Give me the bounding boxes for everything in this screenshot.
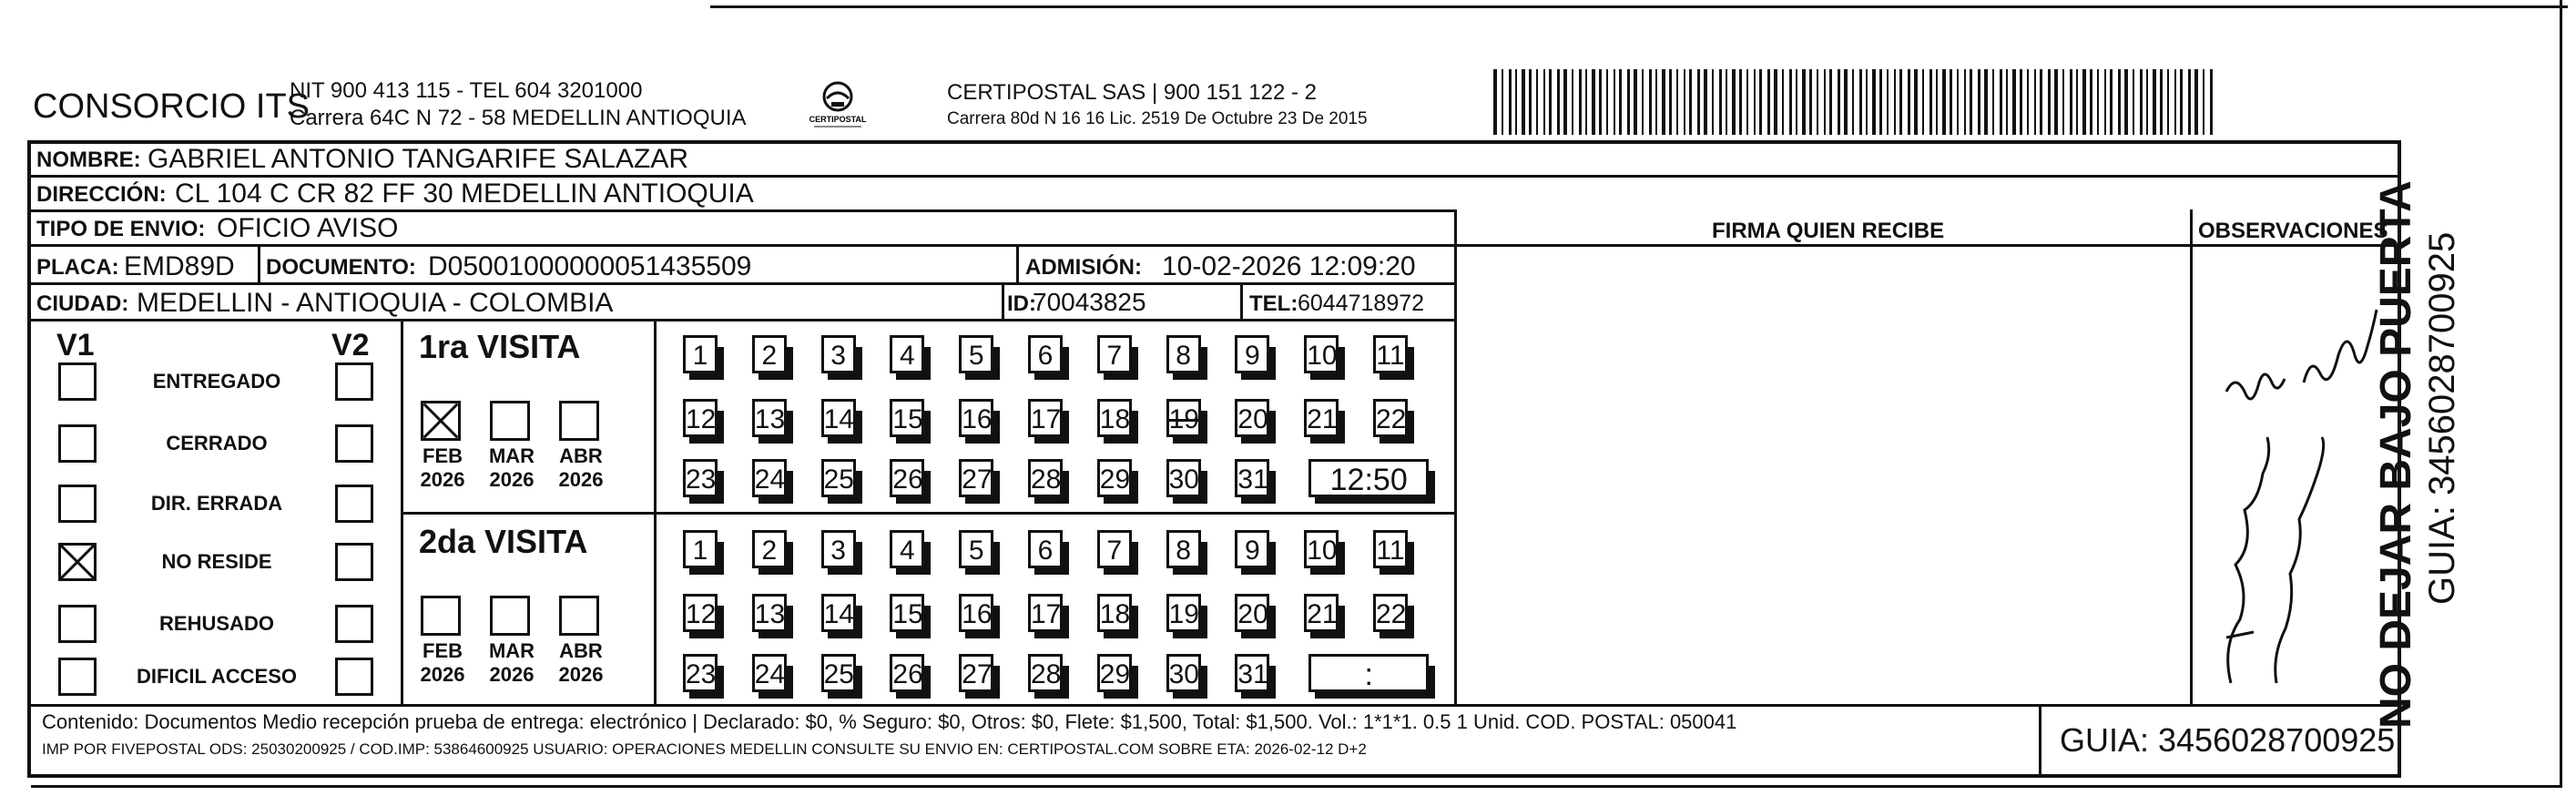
v1-checkbox[interactable] [58,543,97,581]
day-cell[interactable]: 17 [1028,399,1063,437]
barcode-bar [1634,69,1637,135]
barcode-bar [1929,69,1932,135]
day-cell[interactable]: 7 [1097,335,1132,373]
barcode-bar [2012,69,2016,135]
day-cell[interactable]: 23 [683,654,718,692]
v2-checkbox[interactable] [335,658,373,696]
id-value: 70043825 [1033,288,1146,316]
barcode-bar [2188,69,2191,135]
day-cell[interactable]: 31 [1235,654,1269,692]
barcode-bar [1887,69,1889,135]
v2-checkbox[interactable] [335,485,373,523]
barcode-bar [1614,69,1615,135]
time-field[interactable]: 12:50 [1308,459,1429,497]
placa-label: PLACA: [36,255,119,280]
barcode-bar [1950,69,1952,135]
day-cell[interactable]: 7 [1097,530,1132,568]
barcode-bar [1684,69,1685,135]
barcode-bar [1579,69,1582,135]
barcode-bar [1572,69,1573,135]
barcode-bar [1529,69,1532,135]
month-label: ABR [559,639,603,662]
barcode-bar [2203,69,2204,135]
barcode-bar [1676,69,1678,135]
day-cell[interactable]: 25 [821,654,856,692]
barcode-bar [2062,69,2064,135]
day-cell[interactable]: 14 [821,399,856,437]
tipo-envio-value: OFICIO AVISO [217,213,399,243]
barcode-bar [1992,69,1994,135]
barcode-bar [1719,69,1722,135]
day-cell[interactable]: 8 [1166,530,1201,568]
barcode-bar [1829,69,1832,135]
tipo-envio-label: TIPO DE ENVIO: [36,217,206,241]
barcode-bar [1964,69,1966,135]
barcode-bar [2180,69,2183,135]
barcode-bar [2174,69,2176,135]
month-label: MAR [488,639,535,662]
day-cell[interactable]: 30 [1166,459,1201,497]
day-cell[interactable]: 15 [890,594,924,632]
v1-label: V1 [56,328,95,362]
company-nit: NIT 900 413 115 - TEL 604 3201000 [290,78,643,103]
time-field[interactable]: : [1308,654,1429,692]
placa-value: EMD89D [124,251,235,281]
barcode-bar [2110,69,2113,135]
day-cell[interactable]: 16 [959,399,993,437]
day-cell[interactable]: 28 [1028,654,1063,692]
carrier-info: CERTIPOSTAL SAS | 900 151 122 - 2 [947,80,1317,105]
barcode-bar [1817,69,1818,135]
month-year: 2026 [489,468,535,491]
barcode-bar [1838,69,1840,135]
v2-checkbox[interactable] [335,543,373,581]
barcode-bar [2090,69,2092,135]
month-checkbox[interactable] [421,401,461,441]
day-cell[interactable]: 31 [1235,459,1269,497]
nombre-value: GABRIEL ANTONIO TANGARIFE SALAZAR [148,144,689,174]
barcode-bar [1515,69,1517,135]
status-label: DIFICIL ACCESO [136,665,297,688]
barcode-bar [1697,69,1700,135]
v1-checkbox[interactable] [58,485,97,523]
barcode-bar [1509,69,1512,135]
barcode-bar [1726,69,1727,135]
v2-label: V2 [331,328,370,362]
day-cell[interactable]: 11 [1373,335,1408,373]
barcode-bar [2048,69,2051,135]
day-cell[interactable]: 5 [959,335,993,373]
day-cell[interactable]: 9 [1235,530,1269,568]
nombre-label: NOMBRE: [36,148,141,172]
barcode-bar [1619,69,1622,135]
barcode-bar [1739,69,1742,135]
barcode-bar [1746,69,1748,135]
month-label: FEB [423,444,463,467]
status-label: ENTREGADO [152,370,281,393]
barcode-bar [2020,69,2022,135]
barcode-bar [1796,69,1797,135]
barcode-bar [2104,69,2106,135]
day-cell[interactable]: 21 [1304,399,1339,437]
barcode-bar [1824,69,1826,135]
v1-checkbox[interactable] [58,605,97,643]
barcode-bar [1543,69,1545,135]
status-label: REHUSADO [159,612,274,635]
day-cell[interactable]: 4 [890,335,924,373]
month-checkbox[interactable] [559,596,599,636]
svg-text:CERTIPOSTAL: CERTIPOSTAL [809,115,867,124]
barcode-bar [1809,69,1812,135]
day-cell[interactable]: 5 [959,530,993,568]
day-cell[interactable]: 18 [1097,594,1132,632]
barcode-bar [2000,69,2002,135]
barcode-bar [1922,69,1924,135]
barcode-bar [2210,69,2213,135]
carrier-address: Carrera 80d N 16 16 Lic. 2519 De Octubre 23 De 2015 [947,109,1368,128]
barcode-bar [1774,69,1777,135]
v2-checkbox[interactable] [335,424,373,463]
day-cell[interactable]: 29 [1097,459,1132,497]
day-cell[interactable]: 8 [1166,335,1201,373]
month-year: 2026 [420,663,465,686]
barcode-bar [1978,69,1980,135]
barcode-bar [1549,69,1552,135]
day-cell[interactable]: 22 [1373,594,1408,632]
day-cell[interactable]: 24 [752,654,787,692]
barcode-bar [1872,69,1876,135]
v1-checkbox[interactable] [58,424,97,463]
v1-checkbox[interactable] [58,658,97,696]
day-cell[interactable]: 29 [1097,654,1132,692]
barcode-bar [1493,69,1497,135]
direccion-label: DIRECCIÓN: [36,182,167,207]
ciudad-label: CIUDAD: [36,291,129,316]
month-checkbox[interactable] [559,401,599,441]
barcode-bar [1802,69,1806,135]
barcode-bar [1606,69,1608,135]
v2-checkbox[interactable] [335,605,373,643]
barcode-bar [1649,69,1652,135]
status-label: CERRADO [166,432,268,454]
ciudad-value: MEDELLIN - ANTIOQUIA - COLOMBIA [137,288,614,318]
day-cell[interactable]: 3 [821,335,856,373]
tel-value: 6044718972 [1298,291,1425,316]
day-cell[interactable]: 16 [959,594,993,632]
day-cell[interactable]: 17 [1028,594,1063,632]
barcode-bar [2006,69,2008,135]
day-cell[interactable]: 20 [1235,399,1269,437]
day-cell[interactable]: 18 [1097,399,1132,437]
barcode-bar [1627,69,1630,135]
barcode-bar [2070,69,2072,135]
day-cell[interactable]: 10 [1304,530,1339,568]
day-cell[interactable]: 1 [683,530,718,568]
barcode-bar [2027,69,2029,135]
barcode-bar [1914,69,1918,135]
barcode-bar [1536,69,1538,135]
day-cell[interactable]: 13 [752,399,787,437]
day-cell[interactable]: 19 [1166,399,1201,437]
barcode-bar [1984,69,1988,135]
barcode-bar [2040,69,2042,135]
day-cell[interactable]: 23 [683,459,718,497]
day-cell[interactable]: 1 [683,335,718,373]
day-cell[interactable]: 30 [1166,654,1201,692]
barcode-bar [2034,69,2036,135]
barcode-bar [2118,69,2121,135]
barcode-bar [1899,69,1902,135]
direccion-value: CL 104 C CR 82 FF 30 MEDELLIN ANTIOQUIA [175,179,754,209]
day-cell[interactable]: 2 [752,335,787,373]
barcode-bar [2194,69,2198,135]
month-year: 2026 [420,468,465,491]
barcode-bar [1599,69,1602,135]
barcode-bar [1866,69,1868,135]
month-label: ABR [559,444,603,467]
barcode-bar [2082,69,2086,135]
barcode-bar [2160,69,2163,135]
day-cell[interactable]: 14 [821,594,856,632]
v2-checkbox[interactable] [335,362,373,401]
barcode-bar [1936,69,1938,135]
barcode-bar [2054,69,2058,135]
tel-label: TEL: [1249,291,1298,316]
barcode-bar [1585,69,1587,135]
month-checkbox[interactable] [490,596,530,636]
company-address: Carrera 64C N 72 - 58 MEDELLIN ANTIOQUIA [290,106,747,130]
day-cell[interactable]: 4 [890,530,924,568]
side-guia: GUIA: 3456028700925 [2422,231,2462,605]
day-cell[interactable]: 6 [1028,335,1063,373]
status-label: DIR. ERRADA [150,492,283,515]
day-cell[interactable]: 26 [890,654,924,692]
barcode-bar [2146,69,2148,135]
barcode-bar [1754,69,1756,135]
barcode-bar [1563,69,1567,135]
barcode-bar [1782,69,1784,135]
barcode-bar [1655,69,1657,135]
barcode-bar [1894,69,1896,135]
barcode [1493,69,2222,135]
footer-contenido: Contenido: Documentos Medio recepción prueba de entrega: electrónico | Declarado: $0, % Seguro: $0, Otros: $0, Flete: $1,500, Total: $1,500. Vol.: 1*1*1. 0.5 1 Unid. COD. POSTAL: 050041 [42,710,1737,733]
barcode-bar [1689,69,1692,135]
day-cell[interactable]: 27 [959,459,993,497]
day-cell[interactable]: 28 [1028,459,1063,497]
id-label: ID: [1007,291,1036,316]
barcode-bar [1592,69,1595,135]
barcode-bar [1669,69,1672,135]
barcode-bar [1970,69,1972,135]
handwritten-signature [2194,255,2395,701]
barcode-bar [1662,69,1665,135]
day-cell[interactable]: 15 [890,399,924,437]
barcode-bar [1522,69,1525,135]
documento-value: D05001000000051435509 [428,251,752,281]
day-cell[interactable]: 12 [683,399,718,437]
barcode-bar [2140,69,2143,135]
firma-label: FIRMA QUIEN RECIBE [1712,219,1945,243]
month-year: 2026 [558,663,604,686]
barcode-bar [1557,69,1560,135]
day-cell[interactable]: 12 [683,594,718,632]
day-cell[interactable]: 11 [1373,530,1408,568]
month-year: 2026 [558,468,604,491]
visit-title: 2da VISITA [419,523,588,560]
day-cell[interactable]: 19 [1166,594,1201,632]
month-year: 2026 [489,663,535,686]
observaciones-label: OBSERVACIONES [2198,219,2388,243]
day-cell[interactable]: 10 [1304,335,1339,373]
day-cell[interactable]: 27 [959,654,993,692]
barcode-bar [1852,69,1854,135]
day-cell[interactable]: 3 [821,530,856,568]
barcode-bar [2133,69,2134,135]
barcode-bar [1704,69,1707,135]
v1-checkbox[interactable] [58,362,97,401]
barcode-bar [1502,69,1503,135]
barcode-bar [1844,69,1848,135]
month-label: FEB [423,639,463,662]
barcode-bar [2097,69,2099,135]
certipostal-logo [801,78,874,131]
barcode-bar [1859,69,1862,135]
barcode-bar [1908,69,1910,135]
footer-imp-line: IMP POR FIVEPOSTAL ODS: 25030200925 / COD.IMP: 53864600925 USUARIO: OPERACIONES MEDELLIN CONSULTE SU ENVIO EN: CERTIPOSTAL.COM SOBRE ETA: 2026-02-12 D+2 [42,740,1367,758]
barcode-bar [2167,69,2169,135]
admision-value: 10-02-2026 12:09:20 [1162,251,1416,281]
barcode-bar [1759,69,1762,135]
barcode-bar [1767,69,1770,135]
barcode-bar [1879,69,1882,135]
barcode-bar [1789,69,1792,135]
barcode-bar [2124,69,2128,135]
status-label: NO RESIDE [161,550,272,573]
barcode-bar [1712,69,1714,135]
day-cell[interactable]: 24 [752,459,787,497]
barcode-bar [2076,69,2078,135]
footer-guia: GUIA: 3456028700925 [2060,721,2396,759]
day-cell[interactable]: 6 [1028,530,1063,568]
barcode-bar [1732,69,1736,135]
barcode-bar [2153,69,2156,135]
day-cell[interactable]: 22 [1373,399,1408,437]
day-cell[interactable]: 2 [752,530,787,568]
visit-title: 1ra VISITA [419,328,581,365]
barcode-bar [1642,69,1644,135]
day-cell[interactable]: 26 [890,459,924,497]
day-cell[interactable]: 21 [1304,594,1339,632]
barcode-bar [1957,69,1959,135]
month-checkbox[interactable] [490,401,530,441]
side-warning: NO DEJAR BAJO PUERTA [2372,180,2420,729]
barcode-bar [1942,69,1946,135]
day-cell[interactable]: 9 [1235,335,1269,373]
month-checkbox[interactable] [421,596,461,636]
month-label: MAR [488,444,535,467]
top-border [710,5,2568,8]
documento-label: DOCUMENTO: [266,255,416,280]
day-cell[interactable]: 25 [821,459,856,497]
admision-label: ADMISIÓN: [1025,255,1142,280]
company-name: CONSORCIO ITS [33,87,311,126]
day-cell[interactable]: 20 [1235,594,1269,632]
day-cell[interactable]: 13 [752,594,787,632]
